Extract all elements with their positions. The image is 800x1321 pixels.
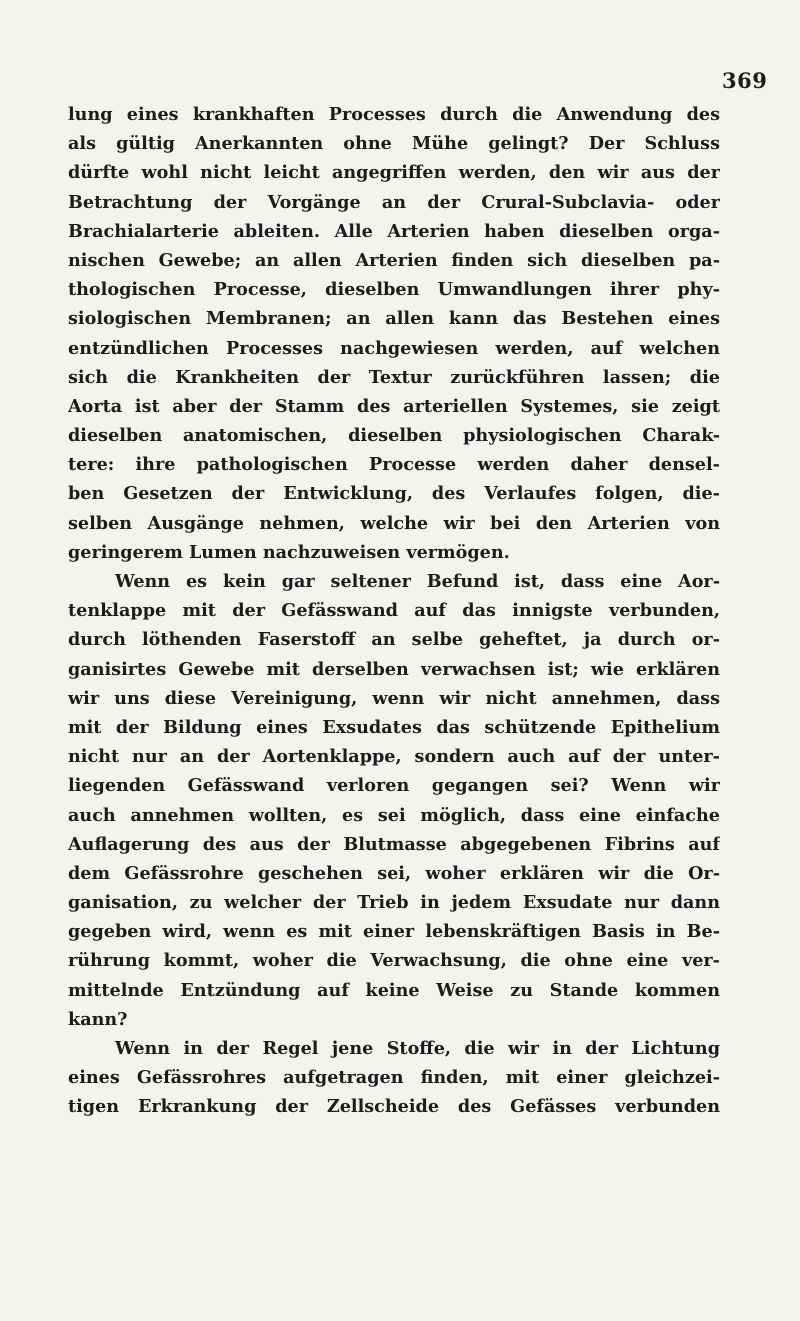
text-line: nischen Gewebe; an allen Arterien finden sich dieselben pa- [68,249,720,271]
text-line: ganisirtes Gewebe mit derselben verwachsen ist; wie erklären [68,658,720,680]
page-number: 369 [722,68,768,93]
paragraph-1 [68,100,720,567]
text-line: tigen Erkrankung der Zellscheide des Gefässes verbunden [68,1096,720,1118]
text-line: dürfte wohl nicht leicht angegriffen werden, den wir aus der [68,162,720,184]
text-line: ganisation, zu welcher der Trieb in jedem Exsudate nur dann [68,892,720,914]
text-line: Auflagerung des aus der Blutmasse abgegebenen Fibrins auf [68,833,720,855]
text-line: dem Gefässrohre geschehen sei, woher erklären wir die Or- [68,862,720,884]
text-line: auch annehmen wollten, es sei möglich, dass eine einfache [68,804,720,826]
text-line: durch löthenden Faserstoff an selbe geheftet, ja durch or- [68,629,720,651]
text-line: ben Gesetzen der Entwicklung, des Verlaufes folgen, die- [68,483,720,505]
text-line: gegeben wird, wenn es mit einer lebenskräftigen Basis in Be- [68,921,720,943]
text-line: rührung kommt, woher die Verwachsung, die ohne eine ver- [68,950,720,972]
text-line: tere: ihre pathologischen Processe werden daher densel- [68,454,720,476]
text-line: mittelnde Entzündung auf keine Weise zu Stande kommen [68,979,720,1001]
text-line: kann? [68,1008,128,1030]
text-line: Aorta ist aber der Stamm des arteriellen Systemes, sie zeigt [68,395,720,417]
text-line: siologischen Membranen; an allen kann das Bestehen eines [68,308,720,330]
text-line: nicht nur an der Aortenklappe, sondern auch auf der unter- [68,746,720,768]
text-line: thologischen Processe, dieselben Umwandlungen ihrer phy- [68,279,720,301]
body-text [68,100,720,1122]
text-line: dieselben anatomischen, dieselben physiologischen Charak- [68,425,720,447]
paragraph-3 [68,1034,720,1122]
text-line: selben Ausgänge nehmen, welche wir bei den Arterien von [68,512,720,534]
text-line: Wenn es kein gar seltener Befund ist, dass eine Aor- [115,571,720,592]
text-line: wir uns diese Vereinigung, wenn wir nicht annehmen, dass [68,687,720,709]
text-line: als gültig Anerkannten ohne Mühe gelingt? Der Schluss [68,133,720,155]
text-line: Wenn in der Regel jene Stoffe, die wir in der Lichtung [115,1038,720,1059]
text-line: geringerem Lumen nachzuweisen vermögen. [68,541,510,563]
text-line: eines Gefässrohres aufgetragen finden, mit einer gleichzei- [68,1067,720,1089]
text-line: Brachialarterie ableiten. Alle Arterien haben dieselben orga- [68,220,720,242]
text-line: sich die Krankheiten der Textur zurückführen lassen; die [68,366,720,388]
text-line: lung eines krankhaften Processes durch die Anwendung des [68,104,720,125]
text-line: tenklappe mit der Gefässwand auf das innigste verbunden, [68,600,720,622]
text-line: mit der Bildung eines Exsudates das schützende Epithelium [68,716,720,738]
text-line: liegenden Gefässwand verloren gegangen sei? Wenn wir [68,775,720,797]
text-line: entzündlichen Processes nachgewiesen werden, auf welchen [68,337,720,359]
text-line: Betrachtung der Vorgänge an der Crural-Subclavia- oder [68,191,720,213]
paragraph-2 [68,567,720,1034]
